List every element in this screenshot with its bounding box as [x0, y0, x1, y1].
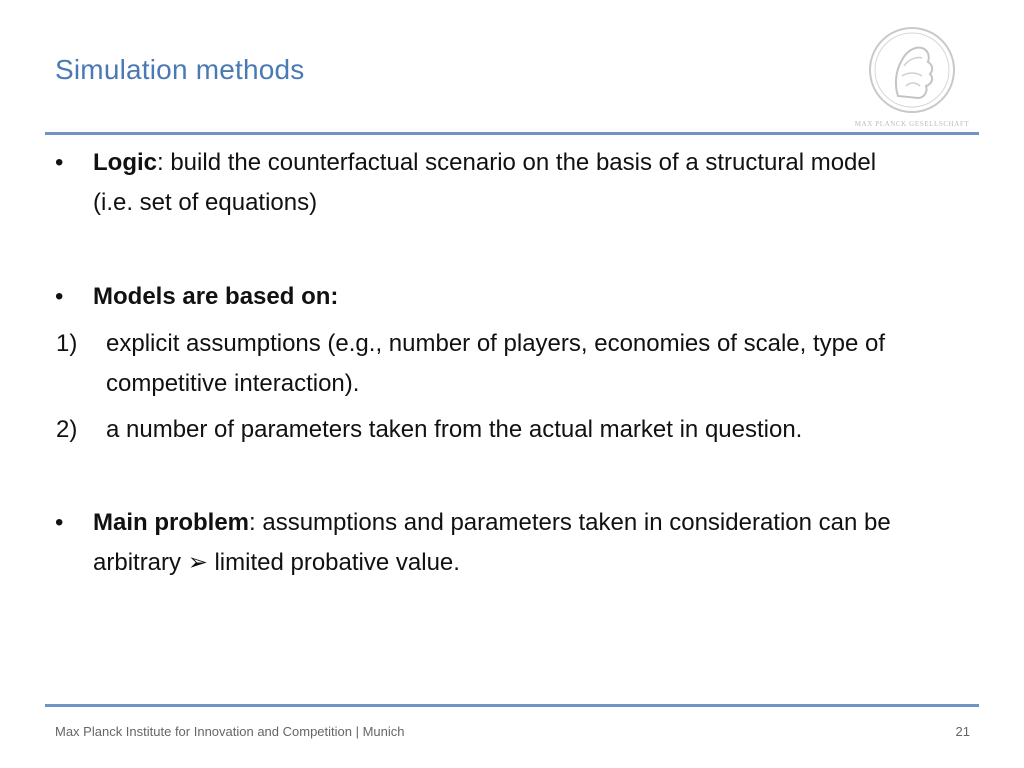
footer-divider [45, 704, 979, 707]
numbered-marker-1: 1) [56, 330, 78, 357]
numbered-marker-2: 2) [56, 416, 78, 443]
bullet-marker: • [55, 149, 64, 176]
bullet-logic-text: : build the counterfactual scenario on the basis of a structural model [157, 149, 877, 176]
bullet-logic-line1 [93, 143, 876, 183]
slide-title: Simulation methods [55, 54, 305, 85]
numbered-item-2-line1: a number of parameters taken from the actual market in question. [106, 416, 803, 443]
bullet-models-line [93, 277, 338, 317]
page-number: 21 [955, 724, 970, 739]
bullet-problem-line1 [93, 503, 891, 543]
footer-institution: Max Planck Institute for Innovation and Competition | Munich [55, 724, 405, 739]
bullet-logic-line2: (i.e. set of equations) [93, 189, 318, 216]
bullet-logic-label: Logic [93, 149, 157, 176]
bullet-marker: • [55, 283, 64, 310]
numbered-item-1-line2: competitive interaction). [106, 370, 360, 397]
bullet-models-label: Models are based on: [93, 283, 339, 310]
bullet-problem-label: Main problem [93, 509, 250, 536]
svg-text:MAX PLANCK GESELLSCHAFT: MAX PLANCK GESELLSCHAFT [854, 120, 970, 128]
bullet-problem-text: : assumptions and parameters taken in consideration can be [249, 509, 891, 536]
bullet-marker: • [55, 509, 64, 536]
numbered-item-1-line1: explicit assumptions (e.g., number of players, economies of scale, type of [106, 330, 886, 357]
bullet-problem-line2: arbitrary ➢ limited probative value. [93, 549, 460, 576]
